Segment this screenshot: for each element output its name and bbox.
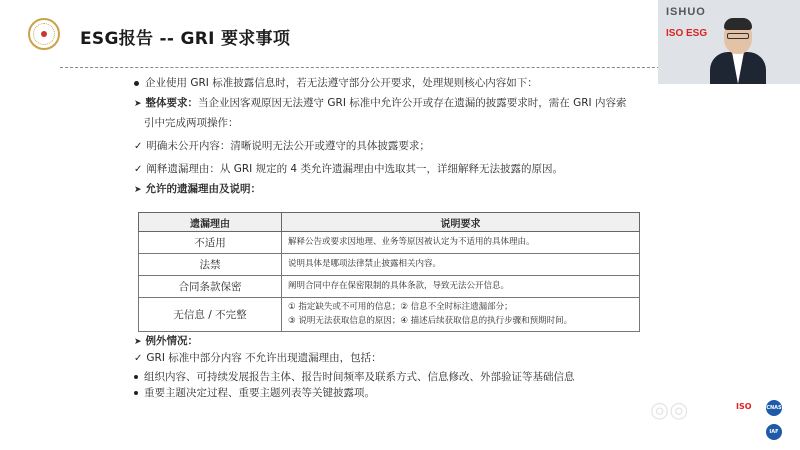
webcam-brand: ISHUO bbox=[666, 6, 706, 18]
page-title: ESG报告 -- GRI 要求事项 bbox=[80, 29, 291, 49]
reason-cell: 无信息 / 不完整 bbox=[139, 298, 282, 332]
check-line-2: ✓ 阐释遗漏理由：从 GRI 规定的 4 类允许遗漏理由中选取其一，详细解释无法披露的原因。 bbox=[134, 162, 563, 178]
watermark-logo: ◎◎ bbox=[650, 398, 689, 423]
table-row bbox=[139, 276, 640, 298]
bullet-icon bbox=[134, 375, 138, 379]
header-divider bbox=[60, 67, 660, 68]
table-row bbox=[139, 254, 640, 276]
webcam-overlay bbox=[658, 0, 800, 84]
table-header: 说明要求 bbox=[282, 213, 640, 232]
cnas-badge: CNAS bbox=[766, 400, 782, 416]
desc-cell: ① 指定缺失或不可用的信息；② 信息不全时标注遗漏部分； ③ 说明无法获取信息的原因；④ 描述后续获取信息的执行步骤和预期时间。 bbox=[282, 298, 640, 332]
table-row bbox=[139, 232, 640, 254]
certification-badges bbox=[736, 398, 796, 446]
presenter bbox=[710, 20, 766, 84]
bullet-icon bbox=[134, 391, 138, 395]
overall-line: ➤ 整体要求：当企业因客观原因无法遵守 GRI 标准中允许公开或存在遗漏的披露要求时，需在 GRI 内容索 bbox=[134, 96, 626, 111]
iaf-badge: IAF bbox=[766, 424, 782, 440]
logo bbox=[28, 18, 60, 50]
exceptions-check: ✓ GRI 标准中部分内容 不允许出现遗漏理由，包括： bbox=[134, 351, 382, 367]
omission-table bbox=[138, 212, 640, 332]
arrow-icon: ➤ bbox=[134, 99, 142, 109]
check-line-1: ✓ 明确未公开内容：清晰说明无法公开或遵守的具体披露要求； bbox=[134, 139, 430, 155]
table-header: 遗漏理由 bbox=[139, 213, 282, 232]
webcam-banner: ISO ESG bbox=[666, 28, 708, 39]
exceptions-heading: ➤ 例外情况： bbox=[134, 334, 198, 349]
check-icon: ✓ bbox=[134, 164, 143, 175]
exceptions-item-1: 组织内容、可持续发展报告主体、报告时间频率及联系方式、信息修改、外部验证等基础信息 bbox=[134, 370, 575, 385]
table-row bbox=[139, 298, 640, 332]
desc-cell: 解释公告或要求因地理、业务等原因被认定为不适用的具体理由。 bbox=[282, 232, 640, 254]
arrow-icon: ➤ bbox=[134, 185, 142, 195]
arrow-icon: ➤ bbox=[134, 337, 142, 347]
reason-cell: 合同条款保密 bbox=[139, 276, 282, 298]
allowed-heading: ➤ 允许的遗漏理由及说明： bbox=[134, 182, 261, 197]
exceptions-item-2: 重要主题决定过程、重要主题列表等关键披露项。 bbox=[134, 386, 375, 401]
reason-cell: 不适用 bbox=[139, 232, 282, 254]
intro-line: 企业使用 GRI 标准披露信息时，若无法遵守部分公开要求，处理规则核心内容如下： bbox=[134, 76, 538, 91]
table-header-row bbox=[139, 213, 640, 232]
desc-cell: 阐明合同中存在保密限制的具体条款，导致无法公开信息。 bbox=[282, 276, 640, 298]
iso-badge: ISO bbox=[736, 402, 752, 411]
reason-cell: 法禁 bbox=[139, 254, 282, 276]
check-icon: ✓ bbox=[134, 353, 143, 364]
desc-cell: 说明具体是哪项法律禁止披露相关内容。 bbox=[282, 254, 640, 276]
bullet-icon bbox=[134, 81, 139, 86]
overall-continued: 引中完成两项操作： bbox=[144, 117, 239, 129]
check-icon: ✓ bbox=[134, 141, 143, 152]
